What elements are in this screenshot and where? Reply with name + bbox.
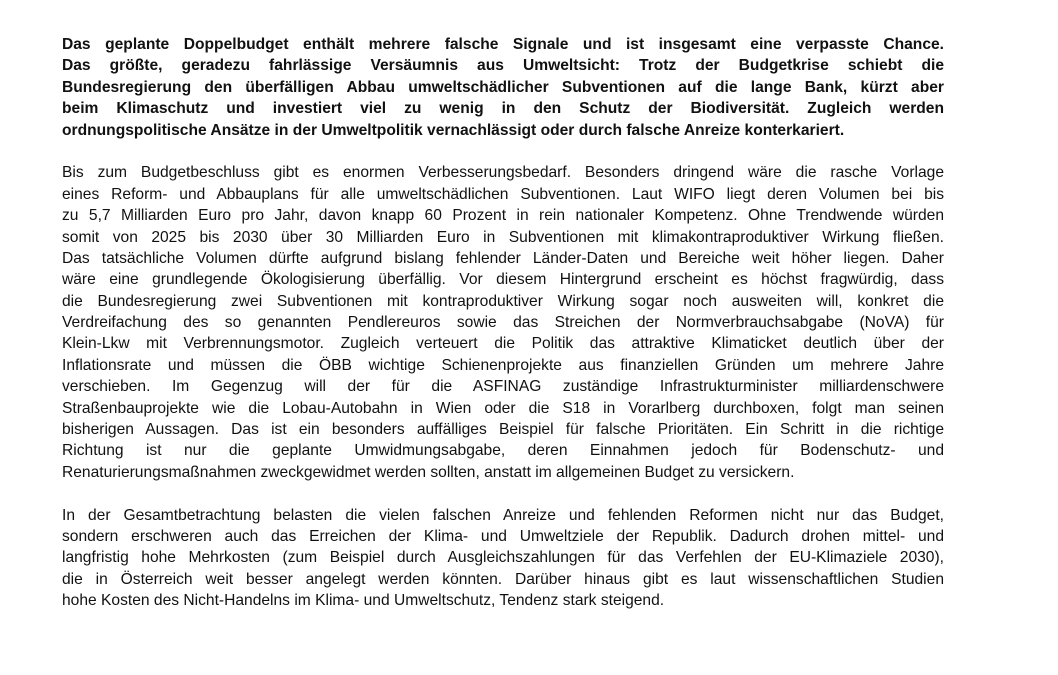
summary-paragraph: [62, 34, 944, 141]
text-line: Das größte, geradezu fahrlässige Versäumnis aus Umweltsicht: Trotz der Budgetkrise schiebt die: [62, 57, 944, 75]
text-line: wäre eine grundlegende Ökologisierung überfällig. Vor diesem Hintergrund erscheint es höchst fragwürdig, dass: [62, 271, 944, 289]
body-paragraph-budget: [62, 162, 944, 483]
text-line: Straßenbauprojekte wie die Lobau-Autobahn in Wien oder die S18 in Vorarlberg durchboxen, folgt man seinen: [62, 399, 944, 417]
text-line: bisherigen Aussagen. Das ist ein besonders auffälliges Beispiel für falsche Prioritäten. Ein Schritt in die richtige: [62, 421, 944, 439]
body-paragraph-conclusion: [62, 505, 944, 612]
text-line: die Bundesregierung zwei Subventionen mit kontraproduktiver Wirkung sogar noch ausweiten will, konkret die: [62, 292, 944, 310]
text-line: Verdreifachung des so genannten Pendlereuros sowie das Streichen der Normverbrauchsabgabe (NoVA) für: [62, 314, 944, 332]
text-line: eines Reform- und Abbauplans für alle umweltschädlichen Subventionen. Laut WIFO liegt deren Volumen bei bis: [62, 185, 944, 203]
text-line: beim Klimaschutz und investiert viel zu wenig in den Schutz der Biodiversität. Zugleich werden: [62, 100, 944, 118]
text-line: Das geplante Doppelbudget enthält mehrere falsche Signale und ist insgesamt eine verpasste Chance.: [62, 36, 944, 53]
document-body: [62, 34, 944, 633]
text-line: Bundesregierung den überfälligen Abbau umweltschädlicher Subventionen auf die lange Bank, kürzt aber: [62, 78, 944, 96]
text-line: Das tatsächliche Volumen dürfte aufgrund bislang fehlender Länder-Daten und Bereiche weit höher liegen. Daher: [62, 249, 944, 267]
text-line: langfristig hohe Mehrkosten (zum Beispiel durch Ausgleichszahlungen für das Verfehlen der EU-Klimaziele 2030),: [62, 549, 944, 567]
text-line: In der Gesamtbetrachtung belasten die vielen falschen Anreize und fehlenden Reformen nicht nur das Budget,: [62, 506, 944, 524]
text-line: Inflationsrate und müssen die ÖBB wichtige Schienenprojekte aus finanziellen Gründen um mehrere Jahre: [62, 356, 944, 374]
text-line: hohe Kosten des Nicht-Handelns im Klima- und Umweltschutz, Tendenz stark steigend.: [62, 592, 665, 610]
text-line: ordnungspolitische Ansätze in der Umweltpolitik vernachlässigt oder durch falsche Anreize konterkariert.: [62, 121, 845, 139]
text-line: Renaturierungsmaßnahmen zweckgewidmet werden sollten, anstatt im allgemeinen Budget zu versickern.: [62, 463, 795, 481]
text-line: somit von 2025 bis 2030 über 30 Milliarden Euro in Subventionen mit klimakontraproduktiver Wirkung fließen.: [62, 228, 944, 246]
text-line: verschieben. Im Gegenzug will der für die ASFINAG zuständige Infrastrukturminister milliardenschwere: [62, 378, 944, 396]
text-line: die in Österreich weit besser angelegt werden könnten. Darüber hinaus gibt es laut wissenschaftlichen Studien: [62, 570, 944, 588]
text-line: Richtung ist nur die geplante Umwidmungsabgabe, deren Einnahmen jedoch für Bodenschutz- und: [62, 442, 944, 460]
text-line: Bis zum Budgetbeschluss gibt es enormen Verbesserungsbedarf. Besonders dringend wäre die rasche Vorlage: [62, 164, 944, 182]
text-line: zu 5,7 Milliarden Euro pro Jahr, davon knapp 60 Prozent in rein nationaler Kompetenz. Ohne Trendwende würden: [62, 207, 944, 225]
text-line: sondern erschweren auch das Erreichen der Klima- und Umweltziele der Republik. Dadurch drohen mittel- und: [62, 527, 944, 545]
text-line: Klein-Lkw mit Verbrennungsmotor. Zugleich verteuert die Politik das attraktive Klimaticket deutlich über der: [62, 335, 944, 353]
